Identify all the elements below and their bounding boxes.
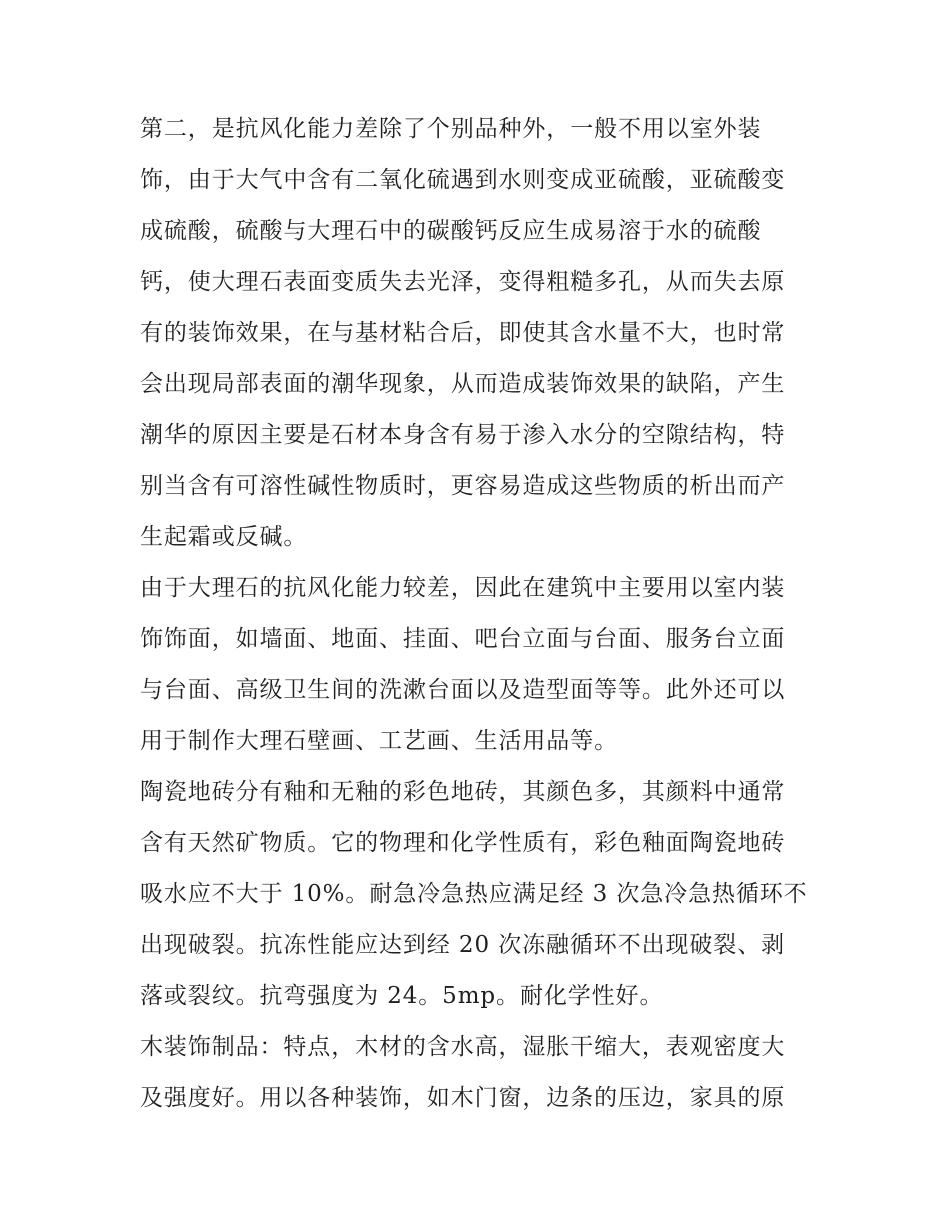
- paragraph-ceramic-tiles: [140, 767, 812, 1022]
- text-line: 与台面、高级卫生间的洗漱台面以及造型面等等。此外还可以: [140, 677, 786, 703]
- text-line: 钙，使大理石表面变质失去光泽，变得粗糙多孔，从而失去原: [140, 269, 786, 295]
- text-line: 含有天然矿物质。它的物理和化学性质有，彩色釉面陶瓷地砖: [140, 830, 786, 856]
- text-line: 成硫酸，硫酸与大理石中的碳酸钙反应生成易溶于水的硫酸: [140, 218, 762, 244]
- paragraph-wood-products: [140, 1022, 812, 1124]
- text-line: 吸水应不大于 10%。耐急冷急热应满足经 3 次急冷急热循环不: [140, 881, 808, 907]
- text-line: 第二，是抗风化能力差除了个别品种外，一般不用以室外装: [140, 116, 762, 142]
- text-line: 落或裂纹。抗弯强度为 24。5mp。耐化学性好。: [140, 983, 664, 1009]
- paragraph-weathering-resistance: [140, 104, 812, 563]
- text-line: 潮华的原因主要是石材本身含有易于渗入水分的空隙结构，特: [140, 422, 786, 448]
- text-line: 别当含有可溶性碱性物质时，更容易造成这些物质的析出而产: [140, 473, 786, 499]
- text-line: 出现破裂。抗冻性能应达到经 20 次冻融循环不出现破裂、剥: [140, 932, 785, 958]
- document-body: [140, 104, 812, 1124]
- text-line: 陶瓷地砖分有釉和无釉的彩色地砖，其颜色多，其颜料中通常: [140, 779, 786, 805]
- text-line: 及强度好。用以各种装饰，如木门窗，边条的压边，家具的原: [140, 1085, 786, 1111]
- text-line: 饰，由于大气中含有二氧化硫遇到水则变成亚硫酸，亚硫酸变: [140, 167, 786, 193]
- paragraph-marble-usage: [140, 563, 812, 767]
- text-line: 饰饰面，如墙面、地面、挂面、吧台立面与台面、服务台立面: [140, 626, 786, 652]
- text-line: 由于大理石的抗风化能力较差，因此在建筑中主要用以室内装: [140, 575, 786, 601]
- text-line: 有的装饰效果，在与基材粘合后，即使其含水量不大，也时常: [140, 320, 786, 346]
- text-line: 会出现局部表面的潮华现象，从而造成装饰效果的缺陷，产生: [140, 371, 786, 397]
- text-line: 生起霜或反碱。: [140, 524, 308, 550]
- text-line: 用于制作大理石壁画、工艺画、生活用品等。: [140, 728, 618, 754]
- text-line: 木装饰制品：特点，木材的含水高，湿胀干缩大，表观密度大: [140, 1034, 786, 1060]
